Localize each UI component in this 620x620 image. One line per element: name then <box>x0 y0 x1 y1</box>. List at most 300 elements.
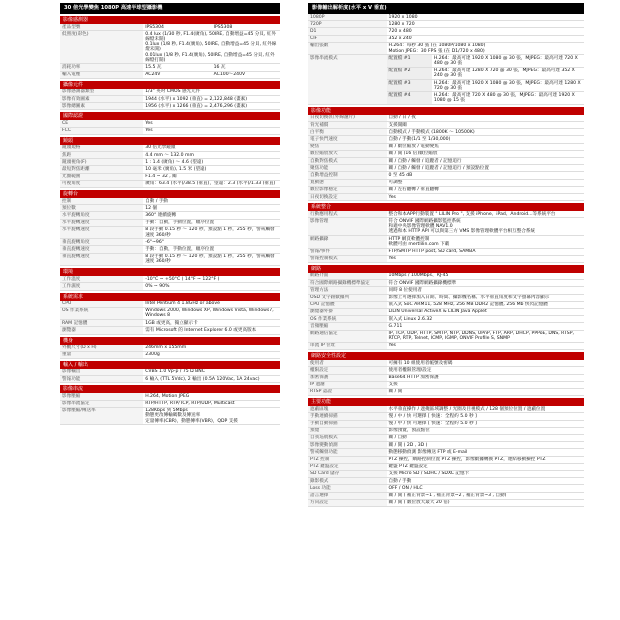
table-row <box>308 115 584 122</box>
table-row <box>60 307 280 319</box>
spec-value: 30 倍光學鏡頭 <box>143 145 280 152</box>
spec-table <box>60 369 280 383</box>
spec-value: 整合和本APP行動裝置 " LILIN Pro ", 支援 iPhone、iPad、Android...等系統平台 <box>387 211 584 218</box>
left-spec-sections <box>60 16 280 425</box>
spec-value: IPS5308 <box>212 24 280 31</box>
table-row <box>60 96 280 103</box>
table-row <box>308 413 584 420</box>
table-row <box>308 427 584 434</box>
spec-label: 影像有效圖素 <box>60 96 143 103</box>
spec-value: 支援 Micro SD / SDHC / SDXC 記憶卡 <box>387 470 584 477</box>
spec-value: 使用者權限管理/設定 <box>387 367 584 374</box>
table-row <box>308 236 584 248</box>
spec-value: 6 輸入 (TTL 5Vdc), 2 輸出 (0.5A 120Vac, 1A 24vac) <box>143 376 280 383</box>
spec-value: PTZ 操控，網路控制位置 PTZ 操控，影像數據轉換 PTZ，連結移動操控 PTZ <box>387 456 584 463</box>
spec-label: RAM 記憶體 <box>60 320 143 327</box>
section-header: 鏡頭 <box>60 137 280 145</box>
spec-label: 網路攝錄 <box>308 236 387 248</box>
spec-label: 警報/事件 <box>308 248 387 255</box>
table-row <box>308 388 584 395</box>
spec-label: 水平旋轉速度 <box>60 219 143 226</box>
table-row <box>60 351 280 358</box>
spec-value: HTTP 網頁軟體控制 軟體可由 mertlilin.com 下載 <box>387 236 584 248</box>
table-row <box>60 103 280 110</box>
section-header: 系統整合 <box>308 203 584 211</box>
spec-label: 錄影模式 <box>308 478 387 485</box>
stream-profile-table <box>308 55 584 105</box>
table-row <box>60 239 280 246</box>
spec-table <box>60 89 280 111</box>
spec-label: 水平旋轉速度 <box>60 226 143 238</box>
spec-label: 控制 <box>60 198 143 205</box>
spec-label: 水平旋轉角度 <box>60 212 143 219</box>
table-row <box>60 400 280 407</box>
table-row <box>60 152 280 159</box>
section-header: 影像感測器 <box>60 16 280 24</box>
spec-value: 0.4 lux (1/30 秒, F1.4(廣角), 50IRE, 自動增益=45 分貝, 紅外線燈未開) 0.1lux (1/8 秒, F1.4(廣角), 50IRE, 自動增益=45 分貝, 紅外線燈未開) 0.01lux (1/8 秒, F1.4(廣角), 50IRE, 自動增益=45 分貝, 紅外線燈打開) <box>143 31 280 64</box>
spec-label: 影像串流模式 <box>308 55 387 104</box>
table-row <box>60 127 280 134</box>
section-header: 機身 <box>60 337 280 345</box>
spec-value: 128Kbps 到 5Mbps 動態更改傳輸碼數及傳送率 定量傳率(CBR)，動態傳率(VBR)，QDP 支援 <box>143 407 280 425</box>
spec-table <box>60 301 280 335</box>
table-row <box>308 367 584 374</box>
table-row <box>60 393 280 400</box>
table-row <box>308 287 584 294</box>
table-row <box>60 64 280 71</box>
spec-label: 警戒觸發功能 <box>308 449 387 456</box>
table-row <box>308 255 584 262</box>
spec-label: 可視角度 <box>60 180 143 187</box>
spec-value: 慢 / 中 / 快 可選擇 [ 快速：全程約 5.0 秒 ] <box>387 420 584 427</box>
spec-value: 自動 / 手動(1/1 至 1/30,000) <box>387 136 584 143</box>
spec-label: 影像壓縮 <box>60 393 143 400</box>
spec-label: 權限設定 <box>308 367 387 374</box>
spec-value: 8 段手動 0.15 秒 ～ 120 秒，預設點 1 秒，255 秒，警戒觸發速度 360/秒 <box>143 253 280 265</box>
spec-value: FTP/SMTP HTTP post, SD card, SAMBA <box>387 248 584 255</box>
spec-value: IPS5304 <box>143 24 211 31</box>
spec-label: 行動應用程式 <box>308 211 387 218</box>
spec-table <box>60 345 280 359</box>
spec-label: 瀏覽器外掛 <box>308 308 387 315</box>
spec-label: 影像串流協定 <box>60 400 143 407</box>
spec-label: D1 <box>308 28 387 35</box>
table-row <box>308 301 584 308</box>
spec-label: 輸出張數 <box>308 42 387 54</box>
spec-label: Loss 功能 <box>308 485 387 492</box>
spec-section <box>308 265 584 350</box>
spec-table <box>60 145 280 188</box>
spec-table <box>308 360 584 396</box>
spec-value: 符合 ONVIF 國際網路攝影監控系統 和適中央影像管理軟體 NAV1.0 透過和本 HTTP API 可以與第三方 VMS 影像管理軟體平台相互整合系統 <box>387 218 584 236</box>
spec-label: 1080P <box>308 14 387 21</box>
spec-value: 1944 (水平) x 1092 (垂直) = 2,122,848 (畫素) <box>143 96 280 103</box>
table-row <box>308 165 584 172</box>
spec-value: 關 / 開 ( 2D , 3D ) <box>387 442 584 449</box>
right-title: 影像輸出解析度(水平 x V 垂直) <box>308 3 584 14</box>
table-row <box>308 211 584 218</box>
spec-value: AC100～240V <box>212 71 280 78</box>
spec-table <box>308 273 584 350</box>
spec-section <box>308 203 584 263</box>
spec-label: 影像壓縮/傳送率 <box>60 407 143 425</box>
spec-label: 數位影像穩定 <box>308 186 387 193</box>
spec-value: Intel Pentium 4 1.8GHz or above <box>143 301 280 308</box>
spec-label: 工作溫度 <box>60 276 143 283</box>
spec-value: 1920 x 1080 <box>387 14 584 21</box>
spec-value: 慢 / 中 / 快 可選擇 [ 快速：全程約 5.0 秒 ] <box>387 413 584 420</box>
spec-value: OFF / ON / HLC <box>387 485 584 492</box>
spec-value: 手動：自動，手動位置，順序位置 <box>143 246 280 253</box>
spec-label: CIF <box>308 35 387 42</box>
spec-value: 1GB 或更高，獨立顯示卡 <box>143 320 280 327</box>
spec-label: 光圈範圍 <box>60 173 143 180</box>
table-row <box>308 150 584 157</box>
table-row <box>308 478 584 485</box>
spec-label: 串流 IP 位址 <box>308 342 387 349</box>
table-row <box>60 327 280 334</box>
table-row <box>308 248 584 255</box>
section-header: 影像串流 <box>60 385 280 393</box>
table-row <box>308 360 584 367</box>
spec-value: Yes <box>387 342 584 349</box>
spec-value: 支援開關 <box>387 122 584 129</box>
spec-label: 鏡頭視角(F) <box>60 159 143 166</box>
spec-value: 自動 / 手動 <box>387 478 584 485</box>
spec-label: 符合國際網路攝錄機標準協定 <box>308 280 387 287</box>
table-row <box>308 122 584 129</box>
spec-value: 246mm x 155mm <box>143 345 280 352</box>
spec-label: 語言選擇 <box>308 492 387 499</box>
spec-table <box>60 120 280 134</box>
spec-section <box>60 190 280 266</box>
spec-value: Yes <box>143 120 280 127</box>
table-row <box>60 212 280 219</box>
table-row <box>60 345 280 352</box>
spec-label: 影像感測器類型 <box>60 89 143 96</box>
spec-value: 關 / 開 (16 倍)數位縮放 <box>387 150 584 157</box>
table-row <box>60 376 280 383</box>
table-row <box>308 308 584 315</box>
spec-label: 加密保護 <box>308 374 387 381</box>
profile-label: 配置檔 #4 <box>387 92 432 104</box>
spec-label: 網路通信協定 <box>308 330 387 342</box>
spec-value: 可調整 <box>387 179 584 186</box>
table-row <box>308 323 584 330</box>
spec-value: 16 瓦 <box>212 64 280 71</box>
table-row <box>308 406 584 413</box>
table-row <box>308 492 584 499</box>
spec-label: 影像總圖素 <box>60 103 143 110</box>
profile-label: 配置檔 #1 <box>387 55 432 67</box>
section-header: 主要功能 <box>308 398 584 406</box>
spec-label: 最短對焦距離 <box>60 166 143 173</box>
spec-value: Base64 HTTP 加密保護 <box>387 374 584 381</box>
spec-label: OS 作業系統 <box>308 316 387 323</box>
spec-value: 1/3" 英吋 CMOS 感光元件 <box>143 89 280 96</box>
spec-section <box>60 16 280 79</box>
spec-label: SD Card 儲存 <box>308 470 387 477</box>
spec-value: F1.4 ~ 32 , 關 <box>143 173 280 180</box>
spec-label: 垂直旋轉速度 <box>60 246 143 253</box>
spec-label: 變焦 <box>308 143 387 150</box>
right-column <box>308 3 584 507</box>
table-row <box>308 434 584 441</box>
spec-label: IP 過濾 <box>308 381 387 388</box>
spec-label: 背光補償 <box>308 122 387 129</box>
spec-value: 符合 ONVIF 國際網路攝錄機標準 <box>387 280 584 287</box>
spec-label: 電子快門速度 <box>308 136 387 143</box>
spec-label: 警報控制模式 <box>308 255 387 262</box>
table-row <box>60 219 280 226</box>
spec-value: 1280 x 720 <box>387 21 584 28</box>
table-row <box>308 330 584 342</box>
spec-value: 關 / 自動 <box>387 434 584 441</box>
spec-value: Yes <box>143 127 280 134</box>
spec-label: 瀏覽器 <box>60 327 143 334</box>
spec-label: 影像變動偵測 <box>308 442 387 449</box>
table-row <box>308 499 584 506</box>
table-row <box>308 55 584 67</box>
spec-label: 預位數 <box>60 205 143 212</box>
spec-value: 352 x 240 <box>387 35 584 42</box>
spec-label: 自我巡航模式 <box>308 434 387 441</box>
spec-label: 手動連續掃描 <box>308 413 387 420</box>
spec-label: 數位縮放放大 <box>308 150 387 157</box>
table-row <box>308 158 584 165</box>
spec-table <box>308 406 584 507</box>
section-header: 系統需求 <box>60 293 280 301</box>
table-row <box>60 301 280 308</box>
spec-value: 720 x 480 <box>387 28 584 35</box>
spec-section <box>60 361 280 383</box>
table-row <box>60 276 280 283</box>
spec-label: 影像管理 <box>308 218 387 236</box>
table-row <box>60 120 280 127</box>
table-row <box>308 449 584 456</box>
spec-label: CE <box>60 120 143 127</box>
table-row <box>308 381 584 388</box>
table-row <box>308 136 584 143</box>
spec-value: LILIN Universal ActiveX & LILIN Java Applet <box>387 308 584 315</box>
spec-table <box>60 393 280 425</box>
spec-value: H.264：最高可達 720 X 480 @ 30 張，MJPEG：最高可達 1920 X 1080 @ 15 張 <box>432 92 584 104</box>
spec-value: 動態移動偵測 影像傳送 FTP 或 E-mail <box>387 449 584 456</box>
table-row <box>308 456 584 463</box>
spec-label: 手動自動掃描 <box>308 420 387 427</box>
table-row <box>308 194 584 201</box>
table-row <box>308 470 584 477</box>
spec-value: CVBS 1.0 Vp-p / 75 Ω BNC <box>143 369 280 376</box>
spec-value: 0% ~ 90% <box>143 283 280 290</box>
table-row <box>60 246 280 253</box>
spec-section <box>308 398 584 507</box>
spec-label: 使用者 <box>308 360 387 367</box>
table-row <box>308 218 584 236</box>
spec-label: PTZ 鍵盤設定 <box>308 463 387 470</box>
table-row <box>308 14 584 21</box>
section-header: 攝像元件 <box>60 81 280 89</box>
spec-label: 白平衡 <box>308 129 387 136</box>
spec-value: H.264：最高可達 1920 X 1080 @ 30 張，MJPEG：最高可達 720 X 480 @ 30 張 <box>432 55 584 67</box>
spec-value: 鍵盤 PTZ 鍵盤設定 <box>387 463 584 470</box>
spec-value: 15.5 瓦 <box>143 64 211 71</box>
spec-label: 管理方法 <box>308 287 387 294</box>
spec-section <box>60 268 280 290</box>
resolution-table <box>308 14 584 55</box>
table-row <box>308 463 584 470</box>
spec-value: 自動 / 手動 <box>143 198 280 205</box>
spec-value: 嵌入式 Linux 2.6.32 <box>387 316 584 323</box>
profile-label: 配置檔 #3 <box>387 80 432 92</box>
spec-label: RTSP 認證 <box>308 388 387 395</box>
spec-label: CPU <box>60 301 143 308</box>
spec-section <box>308 107 584 201</box>
spec-value: Yes <box>387 194 584 201</box>
table-row <box>308 28 584 35</box>
spec-value: 自動模式 / 手動模式 (1800K ～ 10500K) <box>387 129 584 136</box>
table-row <box>60 31 280 64</box>
spec-value: 影像預覽，預設點位 <box>387 427 584 434</box>
spec-value: 1 : 1.4 (廣角) ～ 4.6 (望遠) <box>143 159 280 166</box>
table-row <box>60 173 280 180</box>
spec-section <box>60 81 280 111</box>
spec-section <box>60 337 280 359</box>
table-row <box>60 159 280 166</box>
spec-table <box>308 115 584 201</box>
spec-value: 水平垂直操作 / 遮掩區域調整 / 光圈及目視模式 / 128 個預位位置 / 遮蔽位置 <box>387 406 584 413</box>
table-row <box>60 205 280 212</box>
table-row <box>308 342 584 349</box>
spec-value: 12 個 <box>143 205 280 212</box>
spec-label: CPU 記憶體 <box>308 301 387 308</box>
table-row <box>308 420 584 427</box>
spec-section <box>60 385 280 425</box>
spec-label: OSD 文字跟數據列 <box>308 294 387 301</box>
spec-label: 低照度(彩色) <box>60 31 143 64</box>
table-row <box>60 369 280 376</box>
spec-section <box>60 137 280 188</box>
spec-value: 可擁有 10 組使用者帳號及密碼 <box>387 360 584 367</box>
table-row <box>60 180 280 187</box>
spec-value: 關 / 開 ( 數位放大最大 20 倍) <box>387 499 584 506</box>
table-row <box>308 374 584 381</box>
spec-value: H.264：最高可達 1280 X 720 @ 30 張，MJPEG：最高可達 352 X 240 @ 30 張 <box>432 67 584 79</box>
spec-label: 自動對焦模式 <box>308 158 387 165</box>
spec-label: 影像輸出 <box>60 369 143 376</box>
spec-value: 2300g <box>143 351 280 358</box>
table-row <box>308 172 584 179</box>
table-row <box>60 71 280 78</box>
spec-label: 輸入電壓 <box>60 71 143 78</box>
table-row <box>308 273 584 280</box>
table-row <box>60 198 280 205</box>
spec-label: 產品型號 <box>60 24 143 31</box>
table-row <box>60 253 280 265</box>
table-row <box>60 24 280 31</box>
spec-value: G.711 <box>387 323 584 330</box>
spec-value: H.264：每秒 30 張 (在 1080P/1080 x 1080) Motion JPEG：30 FPS 張 (在 D1/720 x 480) <box>387 42 584 54</box>
spec-value: 關 / 數位縮放 / 電動變焦 <box>387 143 584 150</box>
section-header: 網路 <box>308 265 584 273</box>
spec-value: 關 / 開 ( 補正背景~1 , 補正背景~2 , 補正背景~3 , 自動) <box>387 492 584 499</box>
spec-value: 8 段手動 0.15 秒 ～ 120 秒，預設點 1 秒，255 秒，警戒觸發速度 360/秒 <box>143 226 280 238</box>
spec-label: 自動增益控制 <box>308 172 387 179</box>
spec-label: OS 作業系統 <box>60 307 143 319</box>
spec-value: 同時 8 位使用者 <box>387 287 584 294</box>
table-row <box>308 186 584 193</box>
spec-label: 日夜切換(紅外線濾片) <box>308 115 387 122</box>
spec-value: 關 / 自動 / 觸發 / 追蹤者 / 記憶追行 <box>387 158 584 165</box>
spec-value: 10Mbps / 100Mbps、RJ-45 <box>387 273 584 280</box>
spec-value: H.264, Motion JPEG <box>143 393 280 400</box>
spec-value: 關 / 開 <box>387 388 584 395</box>
table-row <box>60 145 280 152</box>
spec-value: 影像上可選擇加入日期、時間、攝影機名稱、水平垂直角度和文字螢幕內容顯示 <box>387 294 584 301</box>
spec-section <box>60 112 280 134</box>
spec-value: 10 毫米 (廣角), 1.5 米 (望遠) <box>143 166 280 173</box>
spec-label: 鏡頭規格 <box>60 145 143 152</box>
spec-value: IP, TCP, UDP, HTTP, SMTP, NTP, DDNS, UPnP, FTP, ARP, DHCP, PPPoE, DNS, RTSP, RTCP, RTP, Telnet, ICMP, IGMP, ONVIF Profile S, SNMP <box>387 330 584 342</box>
spec-label: 消耗功率 <box>60 64 143 71</box>
table-row <box>308 316 584 323</box>
table-row <box>60 166 280 173</box>
table-row <box>308 280 584 287</box>
section-header: 網路安全性設定 <box>308 352 584 360</box>
left-column <box>60 3 280 425</box>
spec-label: 720P <box>308 21 387 28</box>
spec-label: 焦距 <box>60 152 143 159</box>
table-row <box>308 129 584 136</box>
spec-label: PTZ 控制 <box>308 456 387 463</box>
spec-table <box>308 211 584 263</box>
spec-label: 工作濕度 <box>60 283 143 290</box>
section-header: 影像功能 <box>308 107 584 115</box>
spec-value: -10°C ~ +50°C ( 14°F ~ 122°F ) <box>143 276 280 283</box>
table-row <box>308 35 584 42</box>
spec-table <box>60 24 280 79</box>
spec-value: H.264：最高可達 1920 X 1080 @ 30 張，MJPEG：最高可達 1280 X 720 @ 30 張 <box>432 80 584 92</box>
spec-label: FCC <box>60 127 143 134</box>
section-header: 環境 <box>60 268 280 276</box>
table-row <box>308 179 584 186</box>
table-row <box>60 226 280 238</box>
spec-value: 支援 <box>387 381 584 388</box>
spec-value: 嵌入式 SoC ARM11, 528 MHz, 256 MB DDR2 記憶體, 256 Mb 快閃記憶體 <box>387 301 584 308</box>
right-spec-sections <box>308 107 584 507</box>
spec-value: 廣角：63.4 (水平)/38.5 (垂直)，望遠：2.3 (水平)/1.33 (垂直) <box>143 180 280 187</box>
table-row <box>308 42 584 54</box>
profile-label: 配置檔 #2 <box>387 67 432 79</box>
spec-label: 音頻壓縮 <box>308 323 387 330</box>
spec-value: 關 / 自動 / 觸發 / 追蹤者 / 記憶追行 / 預設點位置 <box>387 165 584 172</box>
spec-value: 手動：自動，手動位置，順序位置 <box>143 219 280 226</box>
spec-label: 預覽 <box>308 427 387 434</box>
table-row <box>308 21 584 28</box>
spec-label: 寬動態 <box>308 179 387 186</box>
spec-section <box>60 293 280 335</box>
section-header: 輸入 / 輸出 <box>60 361 280 369</box>
table-row <box>308 294 584 301</box>
table-row <box>60 407 280 425</box>
spec-value: 4.4 mm ～ 132.0 mm <box>143 152 280 159</box>
spec-value: 1956 (水平) x 1266 (垂直) = 2,476,296 (畫素) <box>143 103 280 110</box>
spec-value: 自動 / 日 / 夜 <box>387 115 584 122</box>
spec-label: 警報功能 <box>60 376 143 383</box>
spec-table <box>60 276 280 290</box>
spec-value: AC24V <box>143 71 211 78</box>
table-row <box>308 442 584 449</box>
